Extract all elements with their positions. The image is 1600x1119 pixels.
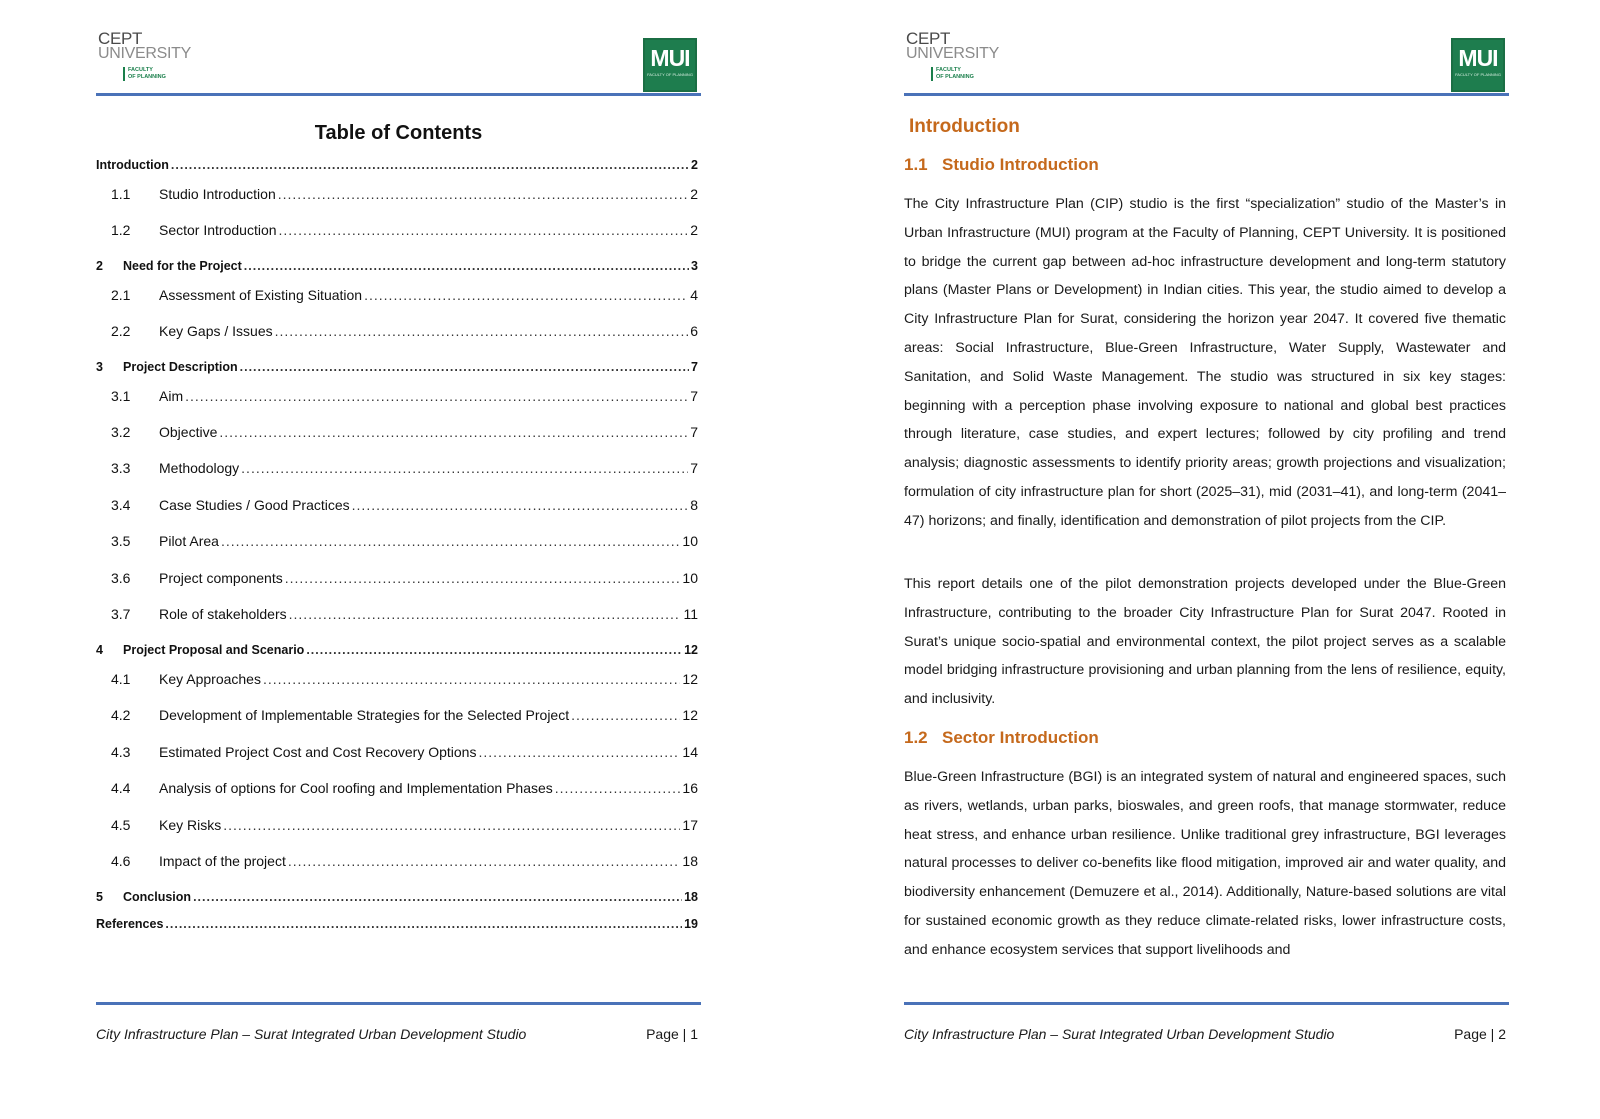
toc-entry[interactable] — [96, 780, 698, 796]
toc-entry[interactable] — [96, 606, 698, 622]
toc-entry-label: Analysis of options for Cool roofing and Implementation Phases — [159, 780, 553, 796]
toc-entry-page: 8 — [690, 497, 698, 513]
toc-entry[interactable] — [96, 497, 698, 513]
paragraph-sector-intro-1: Blue-Green Infrastructure (BGI) is an integrated system of natural and engineered spaces, such as rivers, wetlands, urban parks, bioswales, and green roofs, that manage stormwater, reduce heat stress, and enhance urban resilience. Unlike traditional grey infrastructure, BGI leverages natural processes to deliver co-benefits like flood mitigation, improved air and water quality, and biodiversity enhancement (Demuzere et al., 2014). Additionally, Nature-based solutions are vital for sustained economic growth as they reduce climate-related risks, lower infrastructure costs, and enhance ecosystem services that support livelihoods and — [904, 769, 1506, 958]
toc-entry-page: 12 — [684, 643, 698, 657]
toc-entry-number: 3 — [96, 360, 103, 374]
toc-entry[interactable] — [96, 853, 698, 869]
toc-leader-dots — [263, 671, 680, 687]
toc-leader-dots — [279, 222, 689, 238]
toc-entry-page: 6 — [690, 323, 698, 339]
toc-leader-dots — [278, 186, 688, 202]
cept-logo-line2: UNIVERSITY — [906, 45, 1000, 62]
toc-entry-number: 3.4 — [111, 497, 131, 513]
toc-entry-page: 3 — [691, 259, 698, 273]
header-rule — [904, 93, 1509, 96]
footer-page-number: Page | 1 — [646, 1026, 698, 1042]
toc-entry-label: Objective — [159, 424, 218, 440]
toc-entry-number: 2.2 — [111, 323, 131, 339]
document-page-2 — [904, 0, 1524, 1119]
toc-entry-number: 5 — [96, 890, 103, 904]
toc-entry[interactable] — [96, 323, 698, 339]
toc-title: Table of Contents — [314, 122, 483, 144]
toc-entry[interactable] — [96, 460, 698, 476]
toc-entry[interactable] — [96, 222, 698, 238]
toc-entry-label: Development of Implementable Strategies for the Selected Project — [159, 707, 570, 723]
footer-rule — [96, 1002, 701, 1005]
toc-entry-label: Introduction — [96, 158, 169, 172]
toc-entry-number: 4.3 — [111, 744, 131, 760]
toc-entry-number: 1.2 — [111, 222, 131, 238]
mui-logo — [643, 38, 697, 92]
toc-entry[interactable] — [96, 917, 698, 931]
toc-leader-dots — [241, 460, 688, 476]
toc-entry-label: Project Proposal and Scenario — [123, 643, 305, 657]
toc-leader-dots — [223, 817, 680, 833]
toc-entry-page: 7 — [690, 424, 698, 440]
subsection-title: Sector Introduction — [942, 728, 1099, 747]
toc-entry-number: 4.6 — [111, 853, 131, 869]
toc-leader-dots — [285, 570, 681, 586]
toc-entry-label: Project components — [159, 570, 283, 586]
toc-leader-dots — [185, 388, 688, 404]
toc-leader-dots — [571, 707, 680, 723]
document-page-1 — [96, 0, 716, 1119]
toc-entry-number: 2.1 — [111, 287, 131, 303]
toc-entry-label: Role of stakeholders — [159, 606, 287, 622]
subsection-heading-studio-introduction — [904, 155, 1099, 175]
mui-logo-subtext: FACULTY OF PLANNING — [647, 72, 693, 77]
toc-entry-page: 2 — [690, 222, 698, 238]
cept-faculty-line2: OF PLANNING — [936, 73, 974, 80]
toc-entry[interactable] — [96, 158, 698, 172]
toc-entry-label: Sector Introduction — [159, 222, 277, 238]
toc-entry-page: 19 — [684, 917, 698, 931]
toc-leader-dots — [288, 853, 681, 869]
toc-entry-label: Conclusion — [123, 890, 192, 904]
toc-leader-dots — [289, 606, 682, 622]
toc-entry-number: 3.3 — [111, 460, 131, 476]
toc-entry-label: Studio Introduction — [159, 186, 276, 202]
footer-rule — [904, 1002, 1509, 1005]
toc-entry-page: 18 — [682, 853, 698, 869]
toc-entry-label: Need for the Project — [123, 259, 242, 273]
toc-leader-dots — [555, 780, 681, 796]
toc-entry[interactable] — [96, 570, 698, 586]
cept-logo-bar — [931, 67, 933, 81]
toc-leader-dots — [306, 643, 682, 657]
toc-entry-label: Project Description — [123, 360, 238, 374]
toc-leader-dots — [275, 323, 689, 339]
toc-entry-label: Impact of the project — [159, 853, 286, 869]
footer-page-number: Page | 2 — [1454, 1026, 1506, 1042]
toc-entry-number: 3.5 — [111, 533, 131, 549]
toc-entry-page: 2 — [690, 186, 698, 202]
toc-entry[interactable] — [96, 744, 698, 760]
toc-entry-page: 18 — [684, 890, 698, 904]
cept-faculty-line1: FACULTY — [128, 67, 153, 73]
paragraph-studio-intro-2: This report details one of the pilot demonstration projects developed under the Blue-Green Infrastructure, contributing to the broader City Infrastructure Plan for Surat 2047. Rooted in Surat’s unique socio-spatial and environmental context, the pilot project serves as a scalable model bridging infrastructure provisioning and urban planning from the lens of resilience, equity, and inclusivity. — [904, 576, 1506, 708]
cept-logo-bar — [123, 67, 125, 81]
toc-entry[interactable] — [96, 360, 698, 374]
toc-entry-number: 4.4 — [111, 780, 131, 796]
cept-logo-faculty — [936, 67, 974, 80]
subsection-number: 1.2 — [904, 728, 928, 747]
toc-entry-number: 3.7 — [111, 606, 131, 622]
toc-entry-page: 10 — [682, 533, 698, 549]
toc-entry-number: 3.2 — [111, 424, 131, 440]
footer-title: City Infrastructure Plan – Surat Integrated Urban Development Studio — [904, 1026, 1335, 1042]
cept-faculty-line2: OF PLANNING — [128, 73, 166, 80]
mui-logo-text: MUI — [650, 45, 690, 71]
toc-entry-label: Key Approaches — [159, 671, 261, 687]
cept-logo-faculty — [128, 67, 166, 80]
toc-leader-dots — [219, 424, 688, 440]
cept-logo-line2: UNIVERSITY — [98, 45, 192, 62]
toc-entry-page: 10 — [682, 570, 698, 586]
mui-logo — [1451, 38, 1505, 92]
toc-entry-label: Aim — [159, 388, 184, 404]
toc-entry-number: 4.1 — [111, 671, 131, 687]
toc-entry-number: 4.5 — [111, 817, 131, 833]
toc-entry-label: References — [96, 917, 164, 931]
toc-entry-number: 4.2 — [111, 707, 131, 723]
toc-entry-label: Estimated Project Cost and Cost Recovery Options — [159, 744, 477, 760]
cept-university-logo — [98, 30, 208, 84]
toc-entry-page: 2 — [691, 158, 698, 172]
toc-entry[interactable] — [96, 817, 698, 833]
toc-entry-page: 12 — [682, 707, 698, 723]
toc-entry-number: 1.1 — [111, 186, 131, 202]
toc-leader-dots — [221, 533, 680, 549]
toc-leader-dots — [240, 360, 689, 374]
toc-entry[interactable] — [96, 186, 698, 202]
toc-entry-page: 17 — [682, 817, 698, 833]
toc-entry-page: 4 — [690, 287, 698, 303]
section-heading-introduction: Introduction — [909, 116, 1020, 137]
toc-entry-number: 3.6 — [111, 570, 131, 586]
toc-leader-dots — [193, 890, 682, 904]
toc-entry-page: 12 — [682, 671, 698, 687]
toc-entry[interactable] — [96, 890, 698, 904]
toc-entry-label: Key Risks — [159, 817, 222, 833]
toc-entry-number: 3.1 — [111, 388, 131, 404]
toc-entry[interactable] — [96, 259, 698, 273]
paragraph-studio-intro-1: The City Infrastructure Plan (CIP) studio is the first “specialization” studio of the Master’s in Urban Infrastructure (MUI) program at the Faculty of Planning, CEPT University. It is positioned to bridge the current gap between ad-hoc infrastructure development and long-term statutory plans (Master Plans or Development) in Indian cities. This year, the studio aimed to develop a City Infrastructure Plan for Surat, considering the horizon year 2047. It covered five thematic areas: Social Infrastructure, Blue-Green Infrastructure, Water Supply, Wastewater and Sanitation, and Solid Waste Management. The studio was structured in six key stages: beginning with a perception phase involving exposure to national and global best practices through literature, case studies, and expert lectures; followed by city profiling and trend analysis; diagnostic assessments to identify priority areas; growth projections and visualization; formulation of city infrastructure plan for short (2025–31), mid (2031–41), and long-term (2041–47) horizons; and finally, identification and demonstration of pilot projects from the CIP. — [904, 196, 1506, 529]
toc-entry-label: Case Studies / Good Practices — [159, 497, 350, 513]
toc-entry[interactable] — [96, 533, 698, 549]
toc-entry-page: 16 — [682, 780, 698, 796]
toc-leader-dots — [165, 917, 682, 931]
cept-logo-line1: CEPT — [98, 29, 143, 48]
toc-entry-page: 7 — [691, 360, 698, 374]
toc-entry[interactable] — [96, 424, 698, 440]
header-rule — [96, 93, 701, 96]
toc-leader-dots — [478, 744, 680, 760]
subsection-heading-sector-introduction — [904, 728, 1099, 748]
toc-entry-page: 11 — [683, 606, 698, 622]
toc-entry[interactable] — [96, 388, 698, 404]
toc-entry[interactable] — [96, 707, 698, 723]
footer-title: City Infrastructure Plan – Surat Integrated Urban Development Studio — [96, 1026, 527, 1042]
toc-leader-dots — [364, 287, 688, 303]
subsection-title: Studio Introduction — [942, 155, 1099, 174]
toc-entry-number: 4 — [96, 643, 103, 657]
toc-entry-number: 2 — [96, 259, 103, 273]
subsection-number: 1.1 — [904, 155, 928, 174]
toc-entry-page: 7 — [690, 460, 698, 476]
toc-entry[interactable] — [96, 643, 698, 657]
toc-entry-label: Assessment of Existing Situation — [159, 287, 363, 303]
toc-leader-dots — [171, 158, 689, 172]
toc-entry-label: Key Gaps / Issues — [159, 323, 273, 339]
toc-entry-page: 7 — [690, 388, 698, 404]
toc-entry[interactable] — [96, 287, 698, 303]
cept-university-logo — [906, 30, 1016, 84]
toc-entry-label: Methodology — [159, 460, 240, 476]
toc-leader-dots — [244, 259, 689, 273]
toc-entry[interactable] — [96, 671, 698, 687]
cept-faculty-line1: FACULTY — [936, 67, 961, 73]
toc-entry-label: Pilot Area — [159, 533, 219, 549]
toc-leader-dots — [352, 497, 689, 513]
toc-entry-page: 14 — [682, 744, 698, 760]
cept-logo-line1: CEPT — [906, 29, 951, 48]
mui-logo-text: MUI — [1458, 45, 1498, 71]
mui-logo-subtext: FACULTY OF PLANNING — [1455, 72, 1501, 77]
